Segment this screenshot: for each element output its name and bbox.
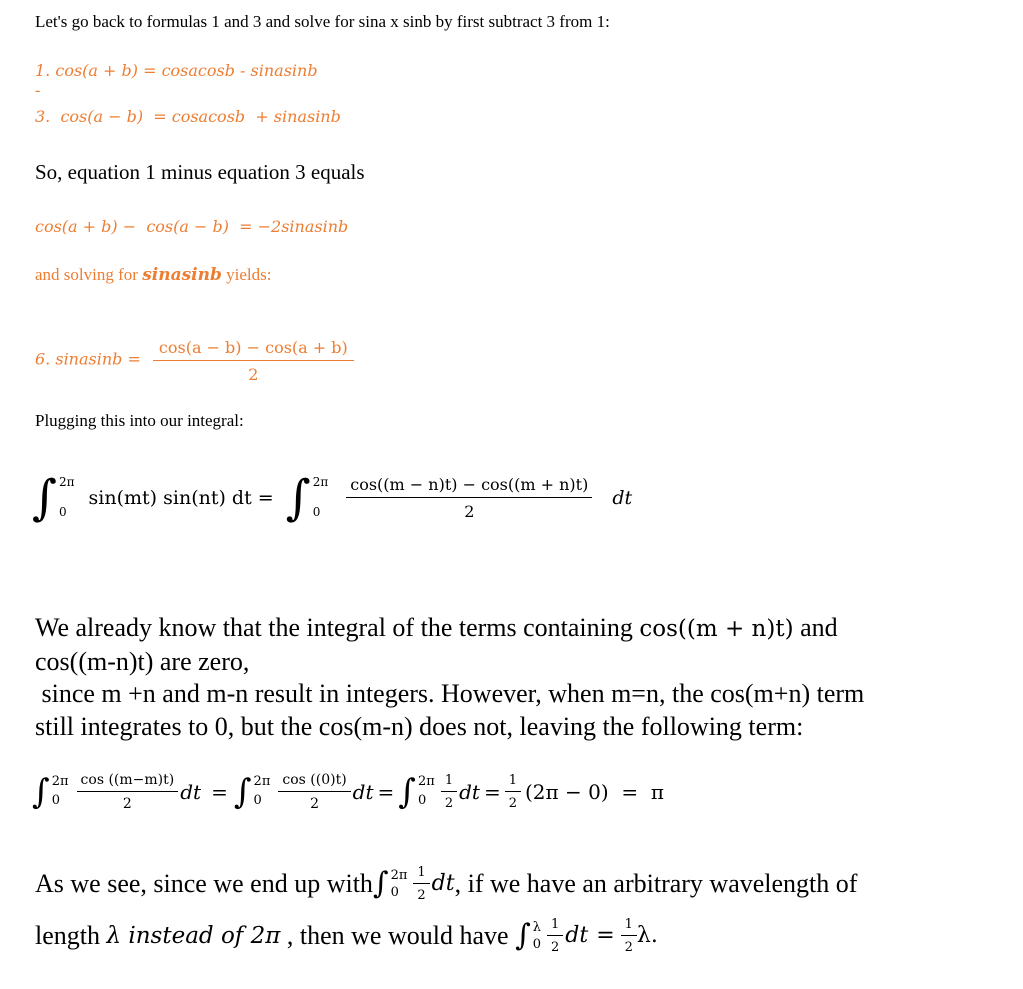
- integral-limits: [391, 869, 408, 899]
- para-line: still integrates to 0, but the cos(m-n) does not, leaving the following term:: [35, 711, 804, 741]
- upper-limit: 2π: [253, 774, 271, 789]
- upper-limit: 2π: [390, 868, 408, 883]
- denominator: 2: [441, 791, 457, 811]
- half-fraction: [621, 917, 637, 955]
- denominator: 2: [77, 791, 179, 812]
- numerator: 1: [444, 773, 454, 788]
- equation-1: 1. cos(a + b) = cosacosb - sinasinb: [35, 61, 318, 80]
- numerator: cos ((0)t): [282, 772, 347, 788]
- para-line: cos((m-n)t) are zero,: [35, 646, 250, 676]
- denominator: 2: [413, 883, 429, 903]
- solving-text: [35, 265, 271, 285]
- dt: dt: [459, 780, 480, 804]
- solving-var: sinasinb: [142, 265, 222, 285]
- dt: dt: [431, 871, 455, 896]
- solving-post: yields:: [221, 265, 272, 284]
- integral-sign: [234, 775, 271, 809]
- dt: dt: [180, 780, 202, 804]
- integral-limits: [254, 775, 271, 809]
- integral-limits: [418, 775, 435, 809]
- integral-denominator: 2: [346, 497, 592, 521]
- difference-equation: cos(a + b) − cos(a − b) = −2sinasinb: [35, 217, 349, 236]
- numerator: cos ((m−m)t): [80, 772, 175, 788]
- integral-glyph: [234, 775, 252, 809]
- equals: =: [483, 780, 501, 804]
- integral-fraction: [346, 475, 592, 521]
- conclusion-text: length: [35, 921, 107, 950]
- integral-dt: dt: [612, 487, 633, 509]
- minus-sign: -: [35, 82, 41, 99]
- equation-6: [35, 338, 354, 384]
- lower-limit: 0: [390, 885, 399, 900]
- numerator: 1: [417, 865, 426, 880]
- lower-limit: 0: [418, 793, 427, 808]
- intro-text: Let's go back to formulas 1 and 3 and solve for sina x sinb by first subtract 3 from 1:: [35, 12, 610, 31]
- equals: =: [377, 780, 395, 804]
- conclusion-line: [35, 858, 857, 910]
- plugging-text: Plugging this into our integral:: [35, 411, 244, 430]
- final-fraction-1: [77, 772, 179, 812]
- denominator: 2: [547, 935, 563, 955]
- eq6-numerator: cos(a − b) − cos(a + b): [158, 338, 348, 357]
- conclusion-text: As we see, since we end up with: [35, 869, 373, 898]
- integral-glyph: [32, 474, 57, 522]
- para-math: cos((m + n)t): [639, 616, 794, 642]
- equation-3: 3. cos(a − b) = cosacosb + sinasinb: [35, 107, 341, 126]
- upper-limit: 2π: [312, 475, 329, 489]
- eq6-fraction: [153, 338, 354, 384]
- integral-glyph: [373, 869, 389, 899]
- eq6-lhs: 6. sinasinb =: [35, 349, 141, 369]
- conclusion-text: , if we have an arbitrary wavelength of: [454, 869, 858, 898]
- integral-glyph: [398, 775, 416, 809]
- integral-equation: [32, 474, 632, 522]
- integral-glyph: [286, 474, 311, 522]
- integral-glyph: [32, 775, 50, 809]
- integral-numerator: cos((m − n)t) − cos((m + n)t): [350, 475, 589, 494]
- para-line: since m +n and m-n result in integers. However, when m=n, the cos(m+n) term: [35, 679, 865, 708]
- integral-limits: [313, 474, 329, 522]
- integral-limits: [52, 775, 69, 809]
- lower-limit: 0: [253, 793, 262, 808]
- numerator: 1: [550, 917, 560, 932]
- final-equation: [32, 772, 664, 812]
- integral-sign: [32, 775, 69, 809]
- conclusion-line: [35, 910, 857, 962]
- lower-limit: 0: [532, 937, 541, 952]
- upper-limit: 2π: [418, 774, 435, 789]
- half-fraction: [441, 773, 457, 811]
- conclusion-text: , then we would have: [280, 921, 516, 950]
- numerator: 1: [624, 917, 633, 932]
- so-text: So, equation 1 minus equation 3 equals: [35, 160, 365, 184]
- equals: =: [211, 780, 228, 804]
- dt: dt: [565, 923, 589, 948]
- integral-limits: [59, 474, 75, 522]
- para-text: We already know that the integral of the terms containing: [35, 613, 640, 642]
- denominator: 2: [505, 791, 521, 811]
- para-line: [35, 612, 864, 646]
- integral-sign: [398, 775, 435, 809]
- integral-sign: [286, 474, 329, 522]
- conclusion-math: λ instead of 2π: [106, 923, 281, 949]
- lower-limit: 0: [51, 793, 60, 808]
- half-fraction: [547, 917, 563, 955]
- eq6-denominator: 2: [153, 360, 354, 384]
- upper-limit: 2π: [51, 774, 69, 789]
- lower-limit: 0: [59, 505, 67, 519]
- conclusion-result: λ.: [636, 923, 658, 948]
- half-fraction: [505, 773, 521, 811]
- upper-limit: 2π: [59, 475, 75, 489]
- integral-sign: [32, 474, 75, 522]
- explanation-paragraph: [35, 612, 864, 743]
- integral-lhs: sin(mt) sin(nt) dt =: [88, 487, 274, 509]
- lower-limit: 0: [312, 505, 321, 519]
- upper-limit: λ: [532, 920, 541, 935]
- integral-glyph: [515, 921, 531, 951]
- final-result: (2π − 0) = π: [525, 780, 665, 804]
- equals: =: [596, 923, 615, 948]
- integral-sign: [515, 921, 541, 951]
- conclusion-paragraph: [35, 858, 857, 962]
- para-text: and: [793, 613, 838, 642]
- integral-limits: [533, 921, 541, 951]
- integral-sign: [373, 869, 407, 899]
- denominator: 2: [621, 935, 637, 955]
- dt: dt: [352, 780, 374, 804]
- final-fraction-2: [278, 772, 350, 812]
- solving-pre: and solving for: [35, 265, 143, 284]
- denominator: 2: [278, 791, 350, 812]
- numerator: 1: [508, 773, 517, 788]
- half-fraction: [413, 865, 429, 903]
